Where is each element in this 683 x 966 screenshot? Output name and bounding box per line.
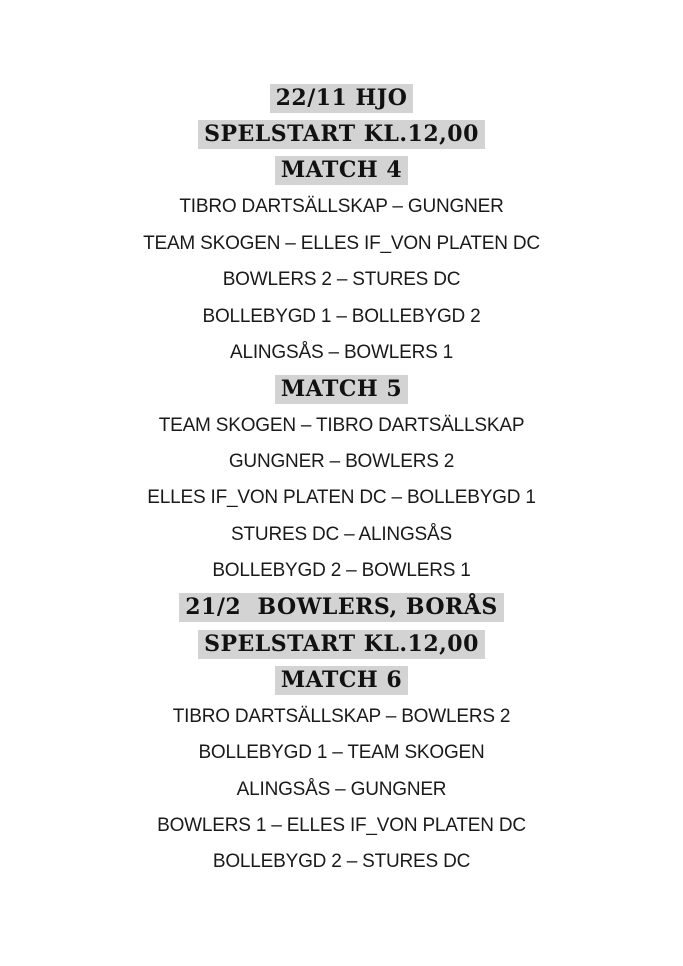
fixture-line: TEAM SKOGEN – TIBRO DARTSÄLLSKAP — [158, 414, 525, 436]
fixture-line: BOWLERS 2 – STURES DC — [222, 269, 461, 291]
fixture-line: STURES DC – ALINGSÅS — [231, 523, 452, 545]
spelstart-header-row — [0, 116, 683, 152]
fixture-line: BOWLERS 1 – ELLES IF_VON PLATEN DC — [157, 815, 526, 836]
fixture-line: ELLES IF_VON PLATEN DC – BOLLEBYGD 1 — [147, 487, 536, 509]
fixture-line: ALINGSÅS – GUNGNER — [236, 778, 447, 800]
fixture-line: GUNGNER – BOWLERS 2 — [228, 451, 455, 473]
spelstart-header: SPELSTART KL.12,00 — [198, 630, 485, 659]
fixture-line: BOLLEBYGD 2 – BOWLERS 1 — [212, 560, 471, 582]
match-header: MATCH 5 — [275, 375, 408, 404]
date-header-row — [0, 80, 683, 116]
fixture-line: TIBRO DARTSÄLLSKAP – GUNGNER — [179, 196, 504, 218]
date-header: 22/11 HJO — [270, 84, 414, 113]
fixture-line: BOLLEBYGD 1 – TEAM SKOGEN — [198, 742, 485, 764]
fixture-line: TIBRO DARTSÄLLSKAP – BOWLERS 2 — [172, 705, 511, 727]
match-header-row — [0, 153, 683, 189]
date-header-row — [0, 589, 683, 625]
fixture-line: BOLLEBYGD 2 – STURES DC — [212, 851, 471, 873]
date-header: 21/2 BOWLERS, BORÅS — [179, 593, 504, 622]
match-header-row — [0, 662, 683, 698]
match-header: MATCH 4 — [275, 156, 408, 185]
section-match-5 — [0, 371, 683, 589]
section-match-6 — [0, 589, 683, 880]
fixture-line: TEAM SKOGEN – ELLES IF_VON PLATEN DC — [143, 232, 540, 254]
section-match-4 — [0, 80, 683, 371]
spelstart-header: SPELSTART KL.12,00 — [198, 120, 485, 149]
match-header-row — [0, 371, 683, 407]
fixture-line: ALINGSÅS – BOWLERS 1 — [229, 341, 454, 363]
match-header: MATCH 6 — [275, 666, 408, 695]
spelstart-header-row — [0, 626, 683, 662]
fixture-line: BOLLEBYGD 1 – BOLLEBYGD 2 — [202, 305, 481, 327]
